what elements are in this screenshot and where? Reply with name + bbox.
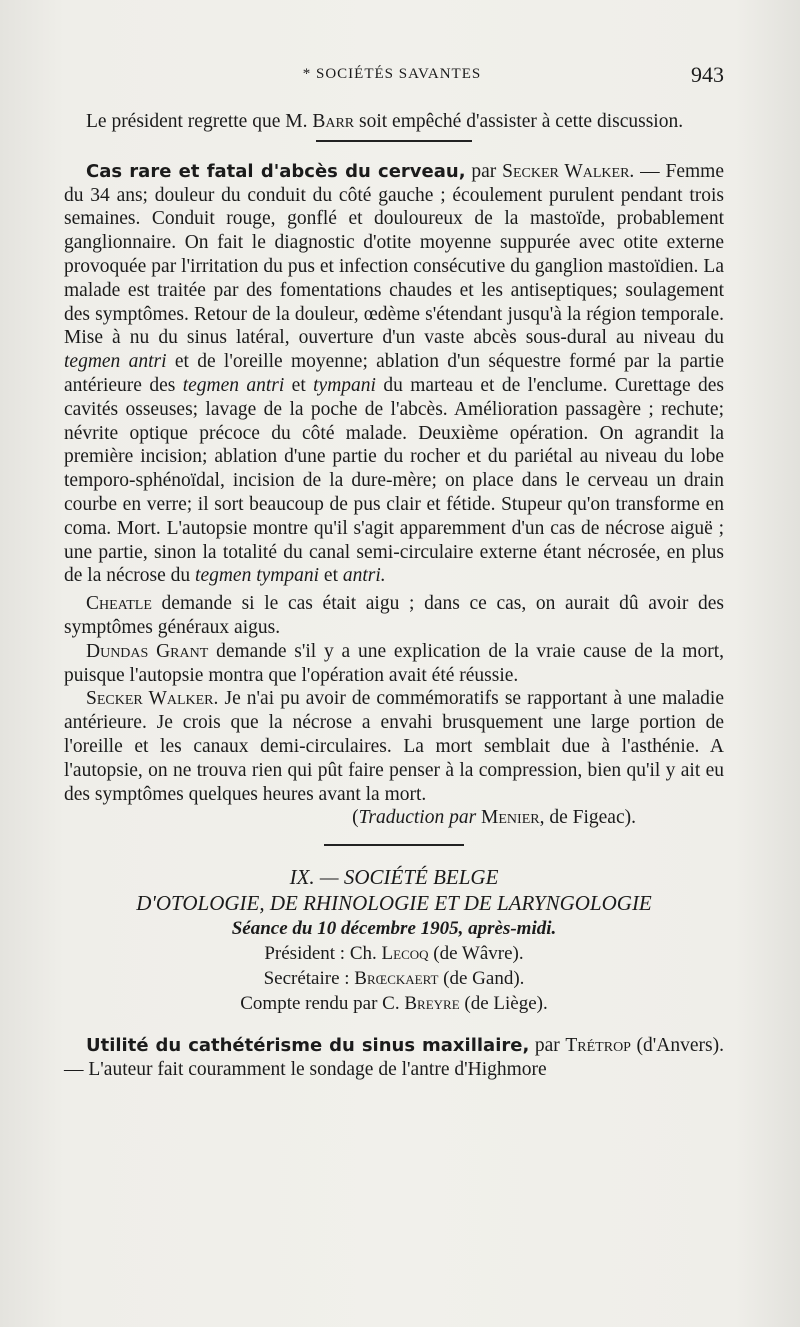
case-text-3: et (284, 374, 314, 396)
translator-name: Menier (476, 807, 540, 829)
cheatle-text: demande si le cas était aigu ; dans ce cas, on aurait dû avoir des symptômes généraux aigus. (64, 593, 724, 638)
case-text-1: — Femme du 34 ans; douleur du conduit du côté gauche ; écoulement purulent pendant trois semaines. Conduit rouge, gonflé et douloureux de la mastoïde, probablement ganglionnaire. On fait le diagnostic d'otite moyenne suppurée avec otite externe provoquée par l'irritation du pus et infection consécutive du ganglion mastoïdien. La malade est traitée par des fomentations chaudes et les antiseptiques; soulagement des symptômes. Retour de la douleur, œdème s'étendant jusqu'à la région temporale. Mise à nu du sinus latéral, ouverture d'un vaste abcès sous-dural au niveau du (64, 160, 724, 349)
person-name: Brœckaert (354, 968, 439, 990)
president-label: Président : Ch. (264, 943, 382, 965)
latin-term: antri. (342, 565, 386, 587)
report-line (64, 991, 724, 1016)
person-name: Secker Walker. (86, 688, 219, 710)
intro-paragraph (64, 110, 724, 134)
case-author: Secker Walker. (502, 160, 635, 182)
president-line (64, 941, 724, 966)
section-heading-1: IX. — SOCIÉTÉ BELGE (289, 865, 499, 890)
translation-credit (64, 806, 724, 830)
cheatle-paragraph (64, 592, 724, 640)
walker-text: Je n'ai pu avoir de commémoratifs se rapportant à une maladie antérieure. Je crois que la nécrose a envahi brusquement une large portion de l'oreille et les canaux demi-circulaires. La mort semblait due à l'asthénie. A l'autopsie, on ne trouva rien qui pût faire penser à la compression, bien qu'il y ait eu des symptômes quelques heures avant la mort. (64, 688, 725, 805)
paren: ( (352, 807, 359, 829)
latin-term: tegmen antri (182, 374, 285, 396)
latin-term: tegmen antri (64, 351, 167, 373)
secretary-line (64, 966, 724, 991)
person-name: Breyre (404, 993, 460, 1015)
case-title: Cas rare et fatal d'abcès du cerveau, (86, 160, 466, 182)
secretary-place: (de Gand). (438, 968, 525, 990)
latin-term: tegmen tympani (195, 565, 320, 587)
report-place: (de Liège). (459, 993, 548, 1015)
page-body (64, 110, 724, 1082)
secretary-label: Secrétaire : (263, 968, 355, 990)
person-name: Barr (312, 111, 355, 132)
article-title: Utilité du cathétérisme du sinus maxillaire, (86, 1035, 530, 1057)
grant-text: demande s'il y a une explication de la vraie cause de la mort, puisque l'autopsie montra que l'opération avait été réussie. (64, 640, 724, 686)
case-paragraph (64, 160, 724, 588)
latin-term: tympani (313, 374, 376, 396)
translation-rest: , de Figeac). (539, 807, 636, 829)
intro-text: Le président regrette que M. (86, 111, 313, 132)
catheterism-paragraph (64, 1034, 724, 1082)
separator-rule (324, 844, 464, 846)
session-date: Séance du 10 décembre 1905, après-midi. (231, 918, 557, 940)
article-author: Trétrop (565, 1035, 631, 1057)
by-text: par (529, 1035, 566, 1057)
article-text: (d'Anvers). — L'auteur fait couramment le sondage de l'antre d'Highmore (64, 1035, 724, 1080)
president-place: (de Wâvre). (428, 943, 524, 965)
case-text-4: du marteau et de l'enclume. Curettage des cavités osseuses; lavage de la poche de l'abcès. Amélioration passagère ; rechute; névrite optique précoce du côté malade. Deuxième opération. On agrandit la première incision; ablation d'une partie du rocher et du pariétal au niveau du lobe temporo-sphénoïdal, incision de la dure-mère; on place dans le cerveau un drain courbe en verre; il sort beaucoup de pus clair et fétide. Stupeur qu'on transforme en coma. Mort. L'autopsie montre qu'il s'agit apparemment d'un cas de nécrose aiguë ; une partie, sinon la totalité du canal semi-circulaire externe étant nécrosée, en plus de la nécrose du (64, 374, 724, 587)
translation-label: Traduction par (358, 807, 477, 829)
report-label: Compte rendu par C. (240, 993, 405, 1015)
page-header (60, 62, 724, 92)
running-head: * SOCIÉTÉS SAVANTES (302, 66, 482, 82)
case-text-2: et de l'oreille moyenne; ablation d'un séquestre formé par la partie antérieure des (64, 351, 725, 396)
person-name: Lecoq (381, 943, 429, 965)
by-text: par (465, 160, 503, 182)
intro-text-end: soit empêché d'assister à cette discussion. (354, 111, 684, 132)
person-name: Dundas Grant (86, 640, 209, 662)
separator-rule (316, 140, 472, 142)
section-heading-2: D'OTOLOGIE, DE RHINOLOGIE ET DE LARYNGOLOGIE (136, 891, 652, 916)
walker-paragraph (64, 687, 724, 806)
page-number: 943 (691, 62, 724, 87)
person-name: Cheatle (86, 593, 152, 615)
case-text-5: et (319, 565, 343, 587)
grant-paragraph (64, 640, 724, 688)
